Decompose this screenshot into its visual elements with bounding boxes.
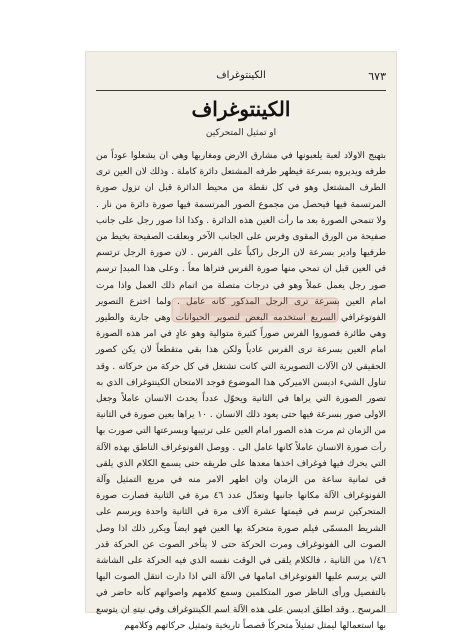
article-title: الكينتوغراف — [191, 97, 291, 121]
page-header — [96, 70, 386, 86]
header-rule — [96, 90, 386, 91]
running-title: الكينتوغراف — [216, 70, 266, 81]
article-subtitle: او تمثيل المتحركين — [205, 128, 277, 138]
article-body — [96, 148, 386, 631]
page-number: ٦٧٣ — [368, 70, 386, 83]
book-page — [86, 52, 396, 631]
body-paragraph: بتهيج الاولاد لعبة يلعبونها في مشارق الارض ومغاربها وهي ان يشعلوا عوداً من طرفه ويديروه بسرعة فيظهر طرفه المشتعل دائرة كاملة . وذلك لان العين ترى الطرف المشتعل وهو في كل نقطة من محيط الدائرة قبل ان تزول صورة المرتسمة فيها فيحصل من مجموع الصور المرتسمة فيها صورة دائرة من نار . ولا تنمحي الصورة بعد ما رأت العين هذه الدائرة . وكذا اذا صور رجل على جانب صفيحة من الورق المقوى وفرس على الجانب الآخر وبعلقت الصفيحة بخيط من طرفيها وادير بسرعة لان الرجل راكباً على الفرس . لان صورة الرجل ترتسم في العين قبل ان تمحي منها صورة الفرس فتراها معاً . وعلى هذا المبدإ ترسم صور رجل يعمل عملاً وهو في درجات متصلة من اتمام ذلك العمل واذا مرت امام العين بسرعة ترى الرجل المذكور كانه عامل . ولما اخترع التصوير الفوتوغرافي السريع استخدمه البعض لتصوير الحيوانات وهي جارية والطيور وهي طائرة فصوروا الفرس صوراً كثيرة متوالية وهو عادٍ في امر هذه الصورة امام العين بسرعة ترى الفرس عادياً ولكن هذا بقي متقطعاً لان يكن كصور الحقيقي لان الآلات التصويرية التي كانت تشتغل في كل حركة من حركاته . وقد تناول الشيء اديسن الاميركي هذا الموضوع فوجد الامتحان الكينتوغراف الذي به تصور الصورة التي يراها في الثانية ويحوّل عدداً يحدث الانسان عاملاً وجعل الاولى صور بسرعة فيها حتى يعود ذلك الانسان . ١٠ يراها بعين صورة في الثانية من الزمان ثم مرت هذه الصور امام العين على ترتيبها وبسرعتها التي صورت بها رأت صورة الانسان عاملاً كانها عامل الى . ووصل الفونوغراف الناطق بهذه الآلة التي يحرك فيها فوغراف اخذها معدها على طريقه حتى يسمع الكلام الذي يلقى في ثمانية ساعة من الزمان وان اظهر الامر منه في مربع التمثيل وآلة الفونوغراف الآلة مكانها جانبها وتعدّل عدد ٤٦ مرة في الثانية فصارت صورة المتحركين ترسم في قيمتها عشرة آلاف مرة في الثانية واحدة ويرسم على الشريط المسمّى فيلم صورة متحركة بها العين فهو ايضاً ويكرر ذلك اذا وصل الصوت الى الفونوغراف ومرت الحركة حتى لا يتأخر الصوت عن الحركة قدر ١/٤٦ من الثانية ، فالكلام يلقى في الوقت نفسه الذي فيه الحركة على الشاشة التي يرسم عليها الفونوغراف امامها في الآلة التي اذا دارت انتقل الصوت اليها بالتفصيل ورأى الناظر صور المتكلمين وسمع كلامهم واصواتهم كأنه حاضر في المرسح . وقد اطلق اديسن على هذه الآلة اسم الكينتوغراف وفي نيتهِ ان يتوسع بها استعمالها ليمثل تمثيلاً متحركاً قصصاً تاريخية وتمثيل حركاتهم وكلامهم — [96, 151, 386, 631]
